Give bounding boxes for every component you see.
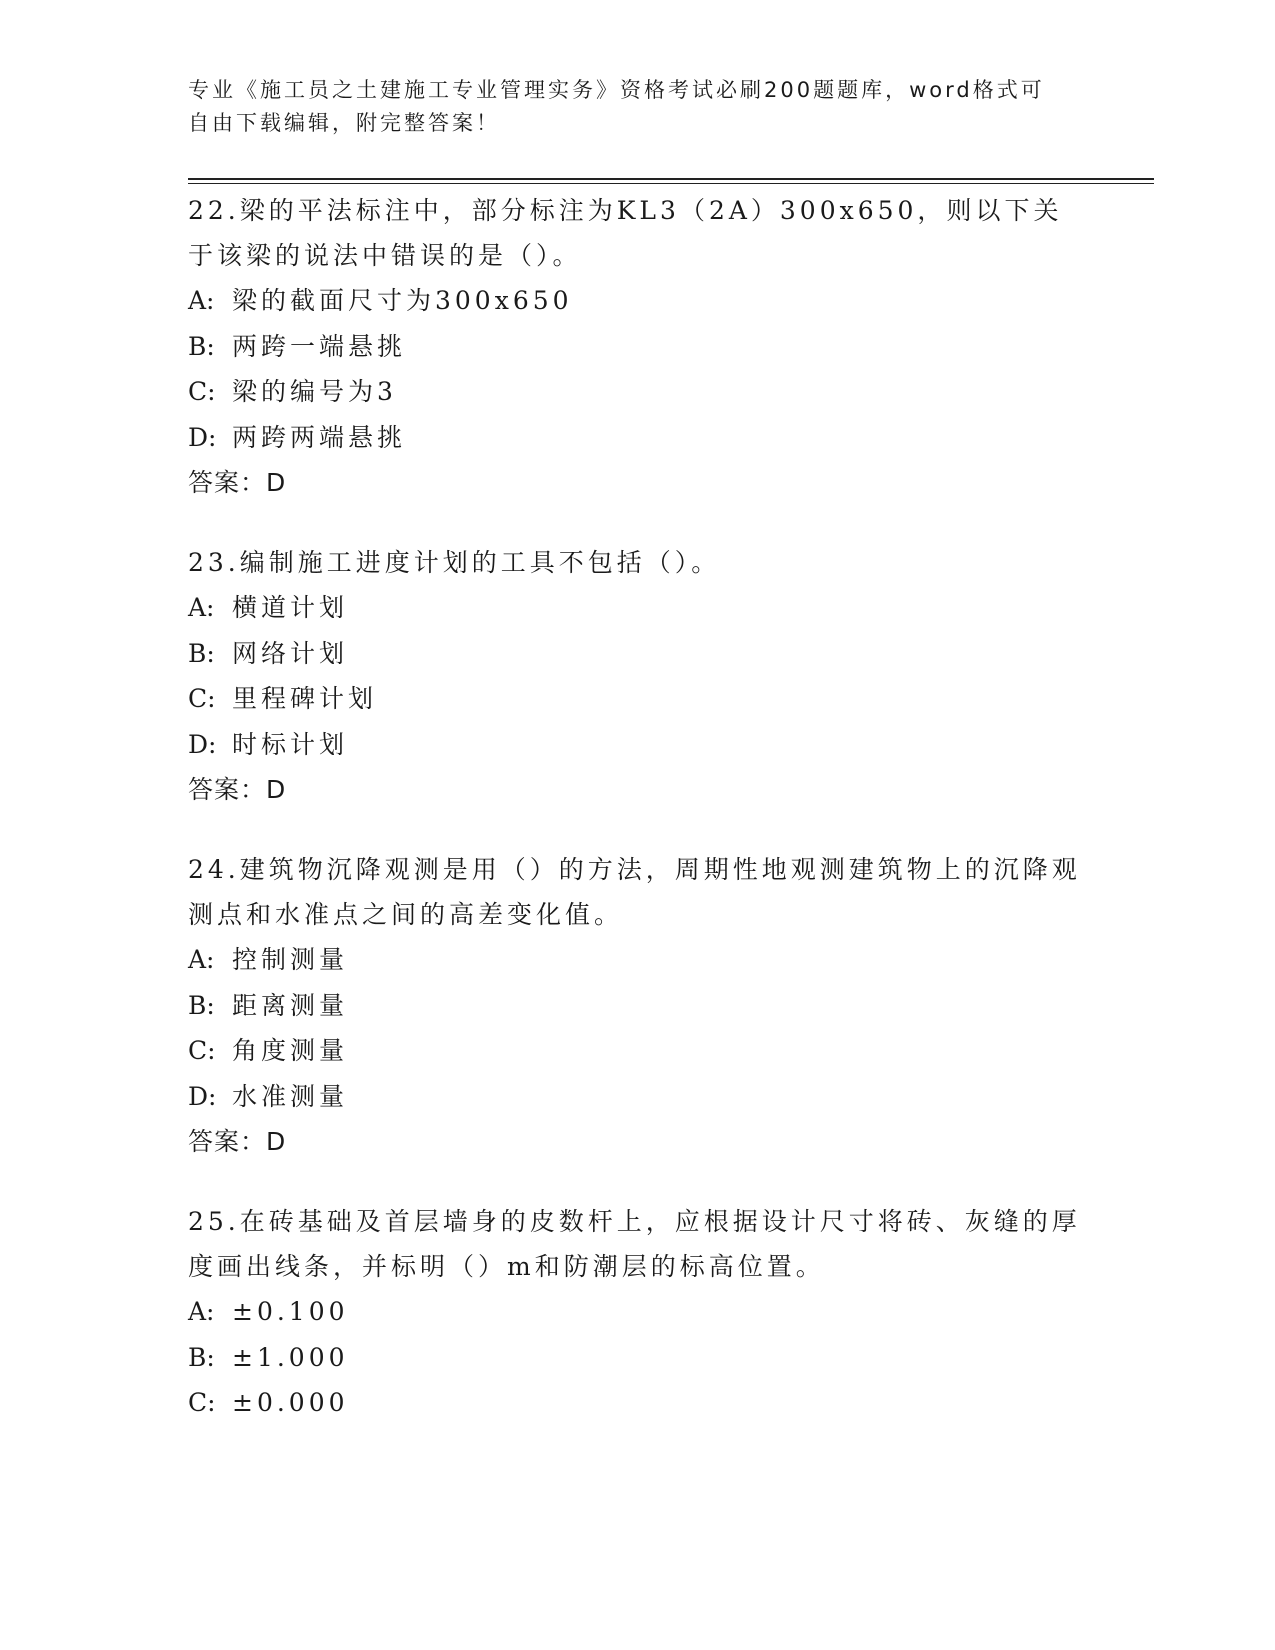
option-letter: B:: [188, 331, 215, 361]
option-b: [188, 983, 1088, 1029]
option-letter: C:: [188, 1388, 216, 1417]
option-text: 里程碑计划: [232, 684, 378, 713]
option-letter: B:: [188, 990, 215, 1020]
option-text: ±0.100: [232, 1297, 349, 1326]
answer-line: 答案：D: [188, 775, 287, 804]
question-24: [188, 847, 1088, 1165]
option-letter: B:: [188, 1342, 215, 1372]
option-text: 网络计划: [232, 638, 349, 668]
question-22: [188, 188, 1088, 506]
option-letter: D:: [188, 729, 217, 759]
option-text: 距离测量: [232, 990, 349, 1020]
header-divider-thick: [188, 178, 1154, 180]
option-d: [188, 415, 1088, 461]
option-c: [188, 369, 1088, 415]
document-header: [188, 74, 1088, 140]
option-b: [188, 324, 1088, 370]
option-letter: C:: [188, 684, 216, 713]
option-a: [188, 585, 1088, 631]
question-list: [188, 188, 1088, 1460]
option-letter: D:: [188, 1081, 217, 1111]
option-text: 两跨一端悬挑: [232, 331, 407, 361]
option-text: 梁的编号为3: [232, 377, 397, 406]
option-text: 水准测量: [232, 1081, 349, 1111]
option-text: 横道计划: [232, 593, 349, 622]
option-letter: A:: [188, 593, 215, 622]
answer-line: 答案：D: [188, 468, 287, 497]
question-23: [188, 540, 1088, 813]
question-stem: 24.建筑物沉降观测是用（）的方法，周期性地观测建筑物上的沉降观测点和水准点之间的高差变化值。: [188, 855, 1081, 929]
option-text: 角度测量: [232, 1036, 349, 1065]
option-letter: B:: [188, 638, 215, 668]
header-line-1: 专业《施工员之土建施工专业管理实务》资格考试必刷200题题库，word格式可: [188, 78, 1045, 102]
question-stem: 25.在砖基础及首层墙身的皮数杆上，应根据设计尺寸将砖、灰缝的厚度画出线条，并标明（）m和防潮层的标高位置。: [188, 1207, 1081, 1281]
option-d: [188, 722, 1088, 768]
option-letter: C:: [188, 1036, 216, 1065]
option-c: [188, 676, 1088, 722]
option-letter: C:: [188, 377, 216, 406]
option-a: [188, 937, 1088, 983]
option-text: 时标计划: [232, 729, 349, 759]
option-a: [188, 278, 1088, 324]
option-d: [188, 1074, 1088, 1120]
question-stem: 23.编制施工进度计划的工具不包括（）。: [188, 548, 721, 577]
option-text: 控制测量: [232, 945, 349, 974]
option-text: 梁的截面尺寸为300x650: [232, 286, 573, 315]
option-b: [188, 1335, 1088, 1381]
header-divider-thin: [188, 183, 1154, 184]
option-b: [188, 631, 1088, 677]
header-line-2: 自由下载编辑，附完整答案！: [188, 111, 500, 135]
option-letter: D:: [188, 422, 217, 452]
option-letter: A:: [188, 1297, 215, 1326]
option-letter: A:: [188, 286, 215, 315]
option-a: [188, 1289, 1088, 1335]
option-letter: A:: [188, 945, 215, 974]
option-text: 两跨两端悬挑: [232, 422, 407, 452]
answer-line: 答案：D: [188, 1127, 287, 1156]
option-text: ±0.000: [232, 1388, 349, 1417]
question-stem: 22.梁的平法标注中，部分标注为KL3（2A）300x650，则以下关于该梁的说法中错误的是（）。: [188, 196, 1063, 270]
question-25: [188, 1199, 1088, 1426]
option-c: [188, 1380, 1088, 1426]
option-text: ±1.000: [232, 1342, 349, 1372]
option-c: [188, 1028, 1088, 1074]
